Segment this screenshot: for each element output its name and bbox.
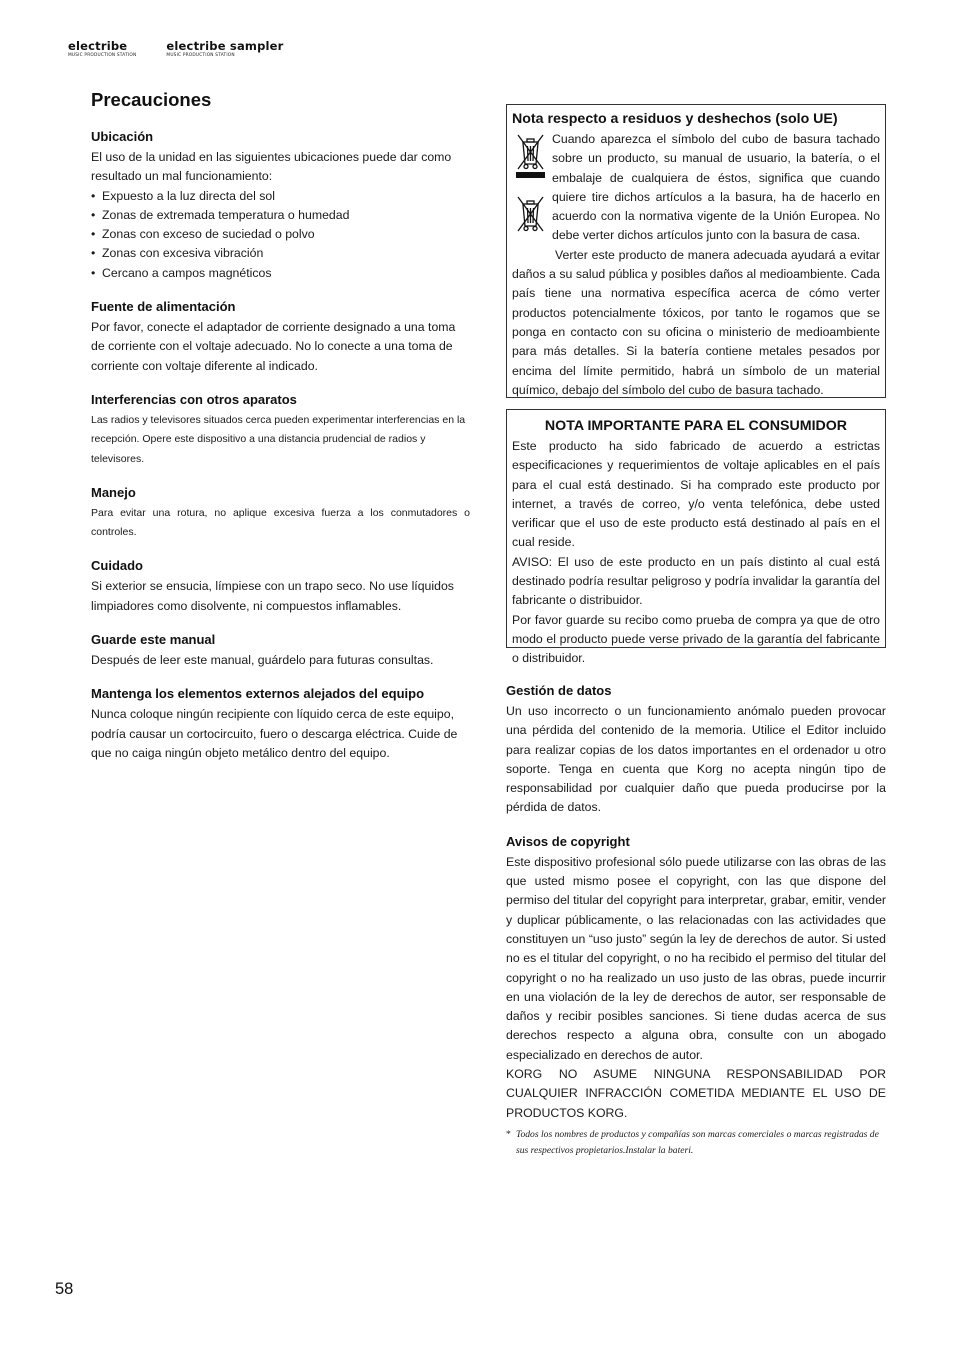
section-text: Por favor, conecte el adaptador de corriente designado a una toma de corriente con el voltaje adecuado. No lo conecte a una toma de corriente con voltaje diferente al indicado. <box>91 320 456 373</box>
box-text: Verter este producto de manera adecuada ayudará a evitar daños a su salud pública y posibles daños al medioambiente. Cada país tiene una normativa específica acerca de cómo verter productos potencialmente tóxicos, por tanto le rogamos que se ponga en contacto con su oficina o ministerio de medioambiente para más detalles. Si la batería contiene metales pesados por encima del límite permitido, habrá un símbolo de un material químico, debajo del símbolo del cubo de basura tachado. <box>512 247 880 397</box>
header-logos <box>68 40 284 59</box>
section-guarde <box>91 630 470 670</box>
section-text: Si exterior se ensucia, límpiese con un trapo seco. No use líquidos limpiadores como disolvente, ni compuestos inflamables. <box>91 579 454 613</box>
section-heading: Gestión de datos <box>506 683 612 698</box>
crossed-bin-icon <box>516 133 545 171</box>
section-heading: Cuidado <box>91 558 143 574</box>
section-heading: Interferencias con otros aparatos <box>91 391 297 407</box>
section-text: Para evitar una rotura, no aplique excesiva fuerza a los conmutadores o controles. <box>91 506 470 539</box>
footnote-text: Todos los nombres de productos y compañías son marcas comerciales o marcas registradas de sus respectivos propietarios.Instalar la bateri. <box>516 1128 879 1156</box>
section-text: Después de leer este manual, guárdelo para futuras consultas. <box>91 653 434 668</box>
left-column <box>91 86 470 777</box>
list-item: • Cercano a campos magnéticos <box>91 264 470 283</box>
section-text: Las radios y televisores situados cerca pueden experimentar interferencias en la recepción. Opere este dispositivo a una distancia prudencial de radios y televisores. <box>91 413 466 465</box>
section-heading: Manejo <box>91 484 136 500</box>
logo-name: electribe <box>68 39 128 53</box>
section-heading: Ubicación <box>91 129 154 144</box>
section-gestion <box>506 681 886 818</box>
section-fuente <box>91 297 470 376</box>
electribe-sampler-logo <box>166 40 283 59</box>
section-heading: Guarde este manual <box>91 632 216 648</box>
logo-subtitle: MUSIC PRODUCTION STATION <box>68 53 137 58</box>
box-text: Este producto ha sido fabricado de acuerdo a estrictas especificaciones y requerimientos de voltaje aplicables en el país para el cual está destinado. Si ha comprado este producto por internet, a través de correo, y/o venta telefónica, debe usted verificar que el uso de este producto está destinado al país en el cual reside. <box>512 439 880 550</box>
list-item: • Zonas con exceso de suciedad o polvo <box>91 225 470 244</box>
section-text: KORG NO ASUME NINGUNA RESPONSABILIDAD POR CUALQUIER INFRACCIÓN COMETIDA MEDIANTE EL USO DE PRODUCTOS KORG. <box>506 1067 886 1120</box>
page-number: 58 <box>55 1280 74 1298</box>
list-item: • Zonas con excesiva vibración <box>91 244 470 263</box>
logo-subtitle: MUSIC PRODUCTION STATION <box>166 53 235 58</box>
list-item: • Expuesto a la luz directa del sol <box>91 187 470 206</box>
box-text: Por favor guarde su recibo como prueba de compra ya que de otro modo el producto puede verse privado de la garantía del fabricante o distribuidor. <box>512 612 880 666</box>
crossed-bin-chemical-icon <box>516 195 545 233</box>
footnote <box>506 1127 886 1159</box>
page-title: Precauciones <box>91 89 212 110</box>
section-cuidado <box>91 556 470 616</box>
section-mantenga <box>91 684 470 763</box>
bullet-list <box>91 187 470 283</box>
logo-name: electribe sampler <box>166 39 284 53</box>
weee-notice-box <box>506 104 886 398</box>
section-text: Nunca coloque ningún recipiente con líquido cerca de este equipo, podría causar un cortocircuito, fuero o descarga eléctrica. Cuide de que no caiga ningún objeto metálico dentro del equipo. <box>91 707 458 760</box>
section-heading: Avisos de copyright <box>506 833 630 849</box>
section-text: Este dispositivo profesional sólo puede utilizarse con las obras de las que usted mismo posee el copyright, con las que dispone del permiso del titular del copyright para interpretar, grabar, emitir, vender y duplicar públicamente, o las relacionadas con las actividades que constituyen un “uso justo” según la ley de derechos de autor. Si usted no es el titular del copyright, o no ha recibido el permiso del titular del copyright o no ha realizado un uso justo de las obras, puede incurrir en una violación de la ley de derechos de autor, ser responsable de daños y recibir posibles sanciones. Si tiene dudas acerca de sus derechos respecto a alguna obra, consulte con un abogado especializado en derechos de autor. <box>506 854 886 1062</box>
electribe-logo <box>68 40 136 59</box>
consumer-notice-box <box>506 409 886 666</box>
box-text: AVISO: El uso de este producto en un país distinto al cual está destinado podría resultar peligroso y podría invalidar la garantía del fabricante o distribuidor. <box>512 554 880 608</box>
weee-symbols <box>512 130 552 230</box>
section-text: El uso de la unidad en las siguientes ubicaciones puede dar como resultado un mal funcionamiento: <box>91 150 452 184</box>
section-manejo <box>91 483 470 543</box>
box-heading: NOTA IMPORTANTE PARA EL CONSUMIDOR <box>544 418 848 434</box>
weee-bar <box>516 172 545 178</box>
section-interferencias <box>91 390 470 469</box>
section-text: Un uso incorrecto o un funcionamiento anómalo pueden provocar una pérdida del contenido de la memoria. Utilice el Editor incluido para realizar copias de los datos importantes en el ordenador u otro soporte. Tenga en cuenta que Korg no acepta ningún tipo de responsabilidad por cualquier daño que pueda producirse por la pérdida de datos. <box>506 704 886 815</box>
section-copyright <box>506 832 886 1159</box>
right-column <box>506 104 886 1173</box>
section-heading: Fuente de alimentación <box>91 299 236 315</box>
section-heading: Mantenga los elementos externos alejados del equipo <box>91 686 425 702</box>
list-item: • Zonas de extremada temperatura o humedad <box>91 206 470 225</box>
box-text: Cuando aparezca el símbolo del cubo de basura tachado sobre un producto, su manual de usuario, la batería, o el embalaje de cualquiera de éstos, significa que cuando quiere tire dichos artículos a la basura, ha de hacerlo en acuerdo con la normativa vigente de la Unión Europea. No debe verter dichos artículos junto con la basura de casa. <box>552 132 880 243</box>
box-heading: Nota respecto a residuos y deshechos (solo UE) <box>512 111 838 127</box>
section-ubicacion <box>91 127 470 283</box>
footnote-mark: * <box>506 1128 511 1140</box>
